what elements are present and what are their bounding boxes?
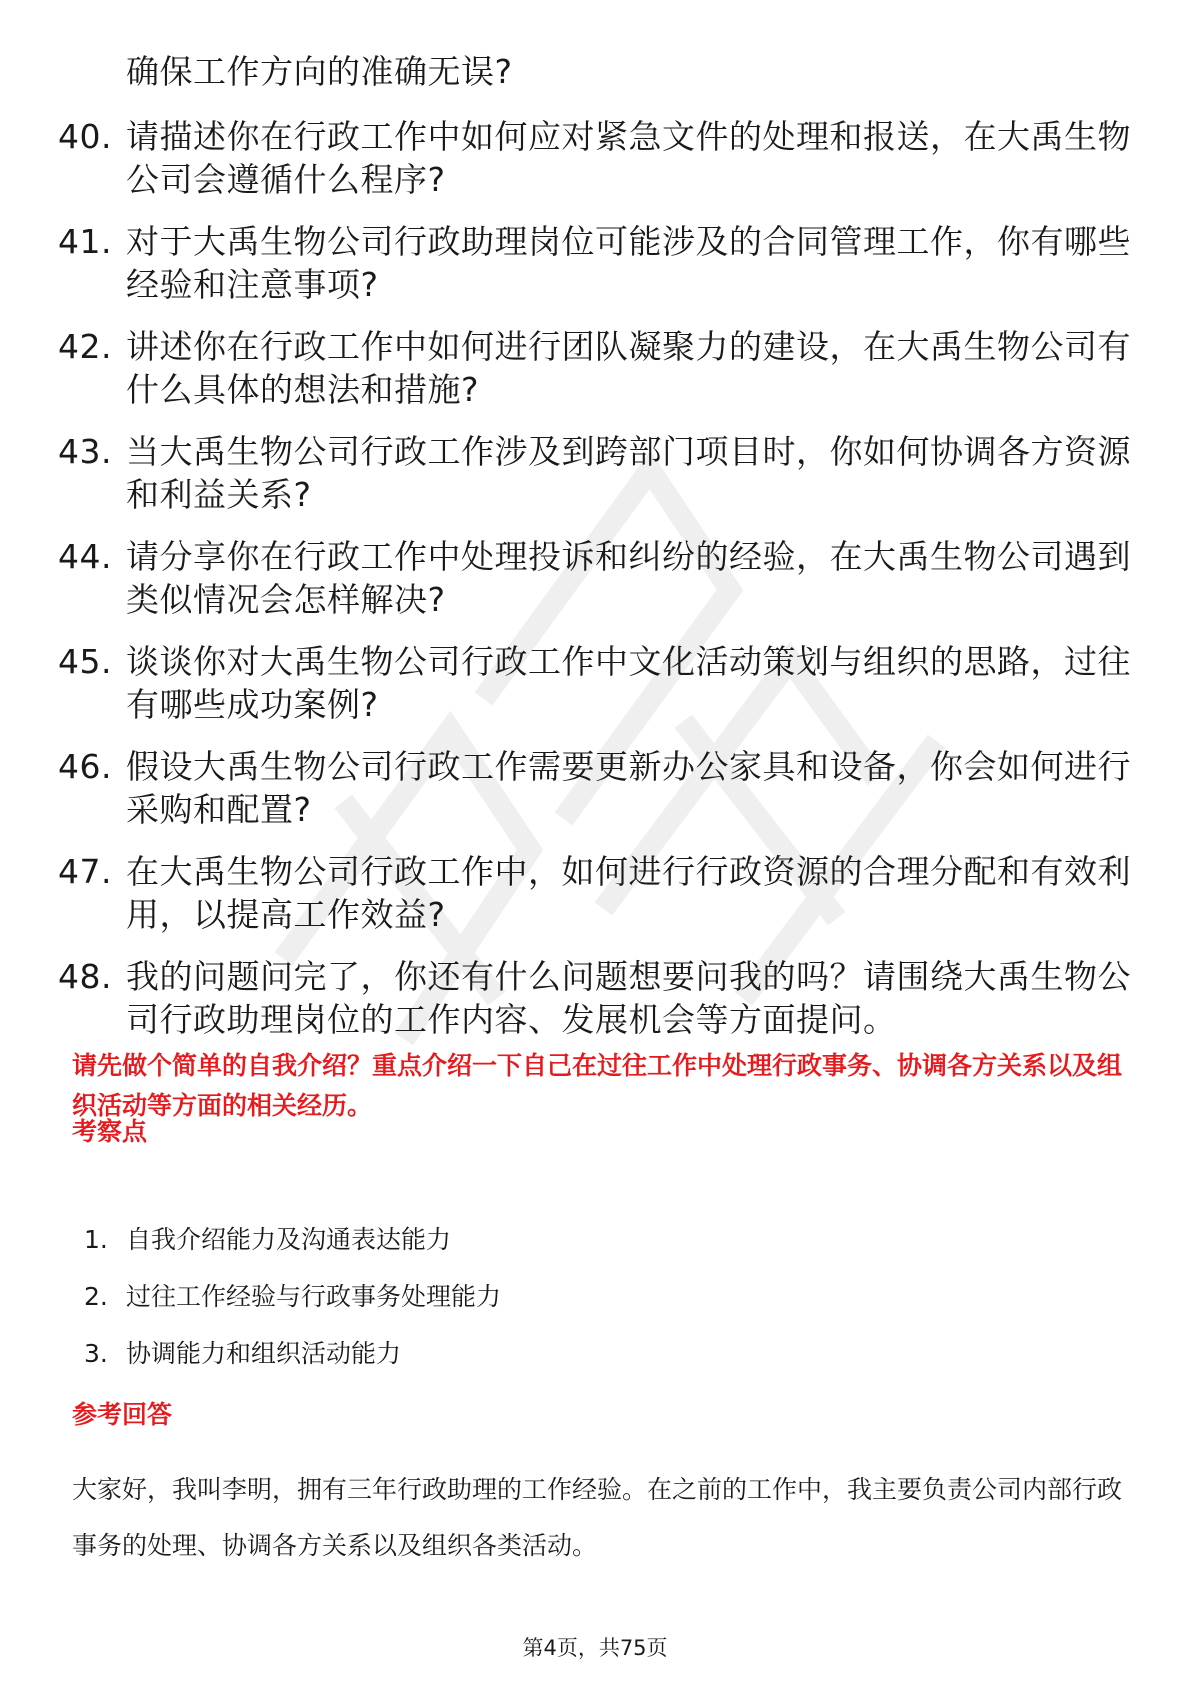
- question-item: [58, 115, 1138, 201]
- question-number: 41.: [58, 222, 112, 261]
- question-text: 在大禹生物公司行政工作中，如何进行行政资源的合理分配和有效利用，以提高工作效益?: [126, 852, 1131, 934]
- point-number: 3.: [84, 1339, 108, 1368]
- question-text: 假设大禹生物公司行政工作需要更新办公家具和设备，你会如何进行采购和配置?: [126, 747, 1131, 829]
- question-item: [58, 535, 1138, 621]
- question-number: 42.: [58, 327, 112, 366]
- question-text: 请描述你在行政工作中如何应对紧急文件的处理和报送，在大禹生物公司会遵循什么程序?: [126, 117, 1131, 199]
- question-number: 43.: [58, 432, 112, 471]
- question-number: 47.: [58, 852, 112, 891]
- assessment-point: [84, 1334, 501, 1374]
- question-item: [58, 955, 1138, 1041]
- assessment-points: [84, 1220, 501, 1391]
- question-item: [58, 50, 1138, 93]
- question-text: 请分享你在行政工作中处理投诉和纠纷的经验，在大禹生物公司遇到类似情况会怎样解决?: [126, 537, 1131, 619]
- question-number: 48.: [58, 957, 112, 996]
- question-list: [58, 50, 1138, 1060]
- question-text: 对于大禹生物公司行政助理岗位可能涉及的合同管理工作，你有哪些经验和注意事项?: [126, 222, 1131, 304]
- question-item: [58, 220, 1138, 306]
- question-number: 45.: [58, 642, 112, 681]
- question-text: 当大禹生物公司行政工作涉及到跨部门项目时，你如何协调各方资源和利益关系?: [126, 432, 1131, 514]
- question-text: 讲述你在行政工作中如何进行团队凝聚力的建设，在大禹生物公司有什么具体的想法和措施?: [126, 327, 1131, 409]
- question-item: [58, 640, 1138, 726]
- point-text: 自我介绍能力及沟通表达能力: [126, 1225, 452, 1254]
- point-number: 1.: [84, 1225, 108, 1254]
- question-item: [58, 745, 1138, 831]
- reference-title: 参考回答: [72, 1400, 173, 1429]
- question-number: 46.: [58, 747, 112, 786]
- question-text: 确保工作方向的准确无误?: [126, 52, 513, 91]
- question-number: 44.: [58, 537, 112, 576]
- question-item: [58, 430, 1138, 516]
- point-text: 协调能力和组织活动能力: [126, 1339, 402, 1368]
- question-number: 40.: [58, 117, 112, 156]
- question-text: 我的问题问完了，你还有什么问题想要问我的吗？请围绕大禹生物公司行政助理岗位的工作内容、发展机会等方面提问。: [126, 957, 1131, 1039]
- reference-answer: 大家好，我叫李明，拥有三年行政助理的工作经验。在之前的工作中，我主要负责公司内部行政事务的处理、协调各方关系以及组织各类活动。: [72, 1475, 1123, 1560]
- question-text: 谈谈你对大禹生物公司行政工作中文化活动策划与组织的思路，过往有哪些成功案例?: [126, 642, 1131, 724]
- point-number: 2.: [84, 1282, 108, 1311]
- point-text: 过往工作经验与行政事务处理能力: [126, 1282, 502, 1311]
- highlight-question: 请先做个简单的自我介绍？重点介绍一下自己在过往工作中处理行政事务、协调各方关系以及组织活动等方面的相关经历。: [72, 1051, 1123, 1120]
- assessment-title: 考察点: [72, 1117, 148, 1146]
- question-item: [58, 325, 1138, 411]
- assessment-point: [84, 1220, 501, 1260]
- question-item: [58, 850, 1138, 936]
- page-footer: 第4页，共75页: [522, 1636, 668, 1660]
- assessment-point: [84, 1277, 501, 1317]
